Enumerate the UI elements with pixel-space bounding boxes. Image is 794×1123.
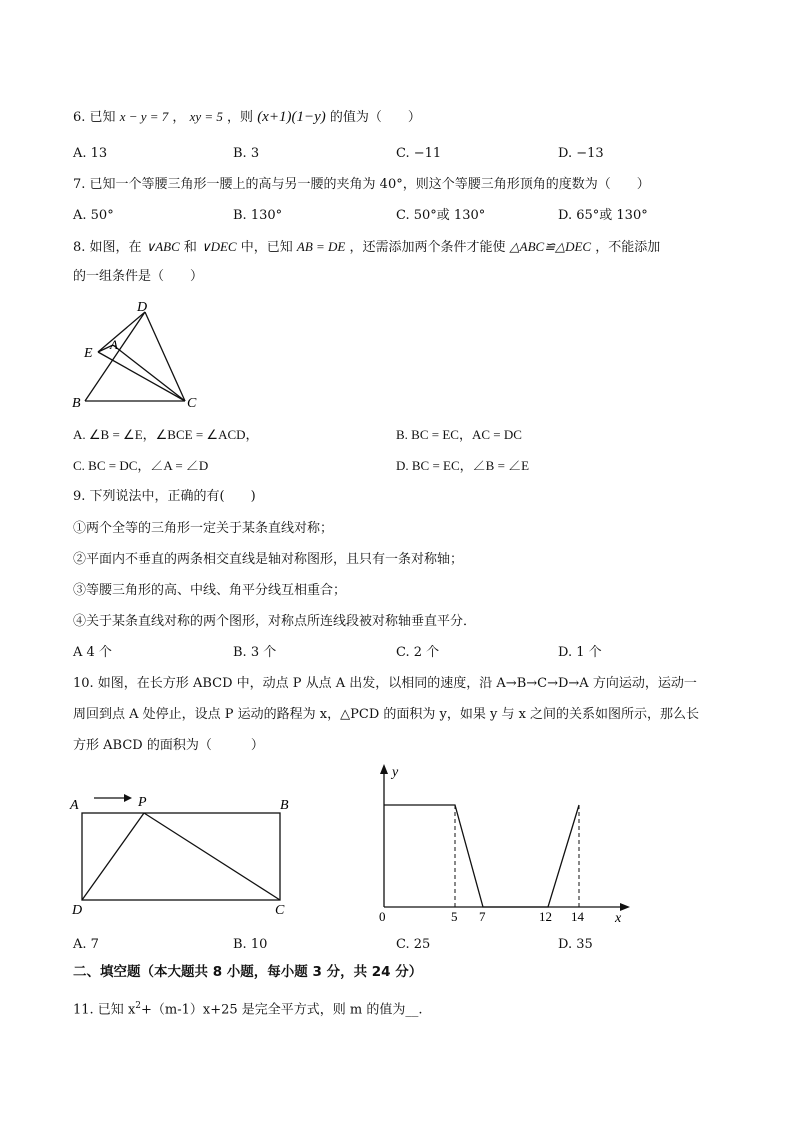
- q6-equation-2: xy = 5: [189, 109, 223, 124]
- q9-item-4: ④关于某条直线对称的两个图形，对称点所连线段被对称轴垂直平分．: [73, 614, 477, 629]
- q9-item-1: ①两个全等的三角形一定关于某条直线对称；: [73, 521, 334, 536]
- q10-area-graph: [370, 760, 635, 930]
- y-axis-arrow-icon: [380, 764, 388, 774]
- graph-tick-12: 12: [539, 909, 552, 924]
- q10-stem-line-1: 10. 如图，在长方形 ABCD 中，动点 P 从点 A 出发，以相同的速度，沿 A→B→C→D→A 方向运动，运动一: [73, 676, 697, 691]
- q10-label-c: C: [275, 903, 285, 918]
- section-title-fill-in: 二、填空题（本大题共 8 小题，每小题 3 分，共 24 分）: [73, 964, 423, 980]
- q10-stem-line-3: 方形 ABCD 的面积为（ ）: [73, 738, 264, 753]
- q8-triangle-1: ∨ABC: [145, 239, 180, 254]
- q7-option-a: A. 50°: [73, 208, 114, 223]
- q9-stem: 9. 下列说法中，正确的有( ): [73, 489, 256, 504]
- q8-text-b: 中，已知: [240, 240, 293, 255]
- q10-label-d: D: [72, 903, 83, 918]
- graph-origin: 0: [379, 909, 386, 924]
- q8-option-d: D. BC = EC，∠B = ∠E: [396, 458, 530, 473]
- q8-congruence: △ABC≌△DEC: [509, 239, 592, 254]
- q9-option-a: A 4 个: [73, 645, 112, 660]
- q6-middle: ，则: [227, 110, 254, 125]
- q8-given-equation: AB = DE: [296, 239, 346, 254]
- q10-option-a: A. 7: [73, 937, 99, 952]
- x-axis-arrow-icon: [620, 903, 630, 911]
- q8-stem-line-1: [73, 238, 660, 257]
- q9-option-d: D. 1 个: [558, 645, 602, 660]
- q6-option-a: A. 13: [73, 146, 108, 161]
- q8-option-c: C. BC = DC，∠A = ∠D: [73, 458, 209, 473]
- q10-label-p: P: [138, 795, 147, 810]
- q11-superscript: 2: [135, 1001, 142, 1011]
- graph-y-label: y: [392, 765, 399, 780]
- q8-and: 和: [183, 240, 197, 255]
- q8-text-c: ，还需添加两个条件才能使: [349, 240, 506, 255]
- q6-option-c: C. −11: [396, 146, 442, 161]
- q11-text-b: +（m-1）x+25 是完全平方式，则 m 的值为: [141, 1002, 406, 1018]
- arrow-right-icon: [124, 794, 132, 802]
- q7-stem: 7. 已知一个等腰三角形一腰上的高与另一腰的夹角为 40°，则这个等腰三角形顶角的度数为（ ）: [73, 177, 650, 192]
- q10-label-a: A: [70, 798, 79, 813]
- graph-x-label: x: [615, 911, 622, 926]
- q10-label-b: B: [280, 798, 289, 813]
- q8-label-e: E: [84, 346, 93, 361]
- q8-label-c: C: [187, 396, 197, 411]
- q8-triangle-figure: [60, 290, 220, 415]
- q8-text-d: ，不能添加: [595, 240, 661, 255]
- q8-option-a: A. ∠B = ∠E，∠BCE = ∠ACD，: [73, 427, 259, 442]
- q10-stem-line-2: 周回到点 A 处停止，设点 P 运动的路程为 x，△PCD 的面积为 y，如果 y 与 x 之间的关系如图所示，那么长: [73, 707, 700, 722]
- q6-expression: (x+1)(1−y): [257, 109, 326, 125]
- q7-option-b: B. 130°: [233, 208, 283, 223]
- q8-option-b: B. BC = EC，AC = DC: [396, 427, 522, 442]
- q6-option-d: D. −13: [558, 146, 604, 161]
- q9-option-b: B. 3 个: [233, 645, 277, 660]
- q10-option-c: C. 25: [396, 937, 431, 952]
- q11-text-a: 11. 已知 x: [73, 1002, 136, 1018]
- graph-tick-14: 14: [571, 909, 584, 924]
- q8-label-a: A: [110, 337, 118, 352]
- q8-stem-line-2: 的一组条件是（ ）: [73, 269, 204, 284]
- q9-option-c: C. 2 个: [396, 645, 440, 660]
- q8-triangle-2: ∨DEC: [201, 239, 237, 254]
- q6-option-b: B. 3: [233, 146, 260, 161]
- q10-option-b: B. 10: [233, 937, 268, 952]
- q9-item-2: ②平面内不垂直的两条相交直线是轴对称图形，且只有一条对称轴；: [73, 552, 464, 567]
- q8-label-b: B: [72, 396, 81, 411]
- q6-equation-1: x − y = 7: [119, 109, 169, 124]
- q6-suffix: 的值为（ ）: [329, 110, 421, 125]
- q11-stem: [73, 997, 423, 1019]
- graph-tick-7: 7: [479, 909, 486, 924]
- q7-option-d: D. 65°或 130°: [558, 208, 648, 223]
- q6-stem: [73, 108, 421, 127]
- q6-separator: ，: [172, 110, 186, 125]
- graph-tick-5: 5: [451, 909, 458, 924]
- q11-answer-blank[interactable]: __: [405, 1002, 419, 1018]
- q8-label-d: D: [137, 300, 148, 315]
- q8-text-a: 8. 如图，在: [73, 240, 142, 255]
- q10-option-d: D. 35: [558, 937, 593, 952]
- q10-rectangle-figure: [60, 785, 310, 925]
- q9-item-3: ③等腰三角形的高、中线、角平分线互相重合；: [73, 583, 347, 598]
- q6-prefix: 6. 已知: [73, 110, 116, 125]
- q11-end: .: [418, 1002, 423, 1018]
- q7-option-c: C. 50°或 130°: [396, 208, 486, 223]
